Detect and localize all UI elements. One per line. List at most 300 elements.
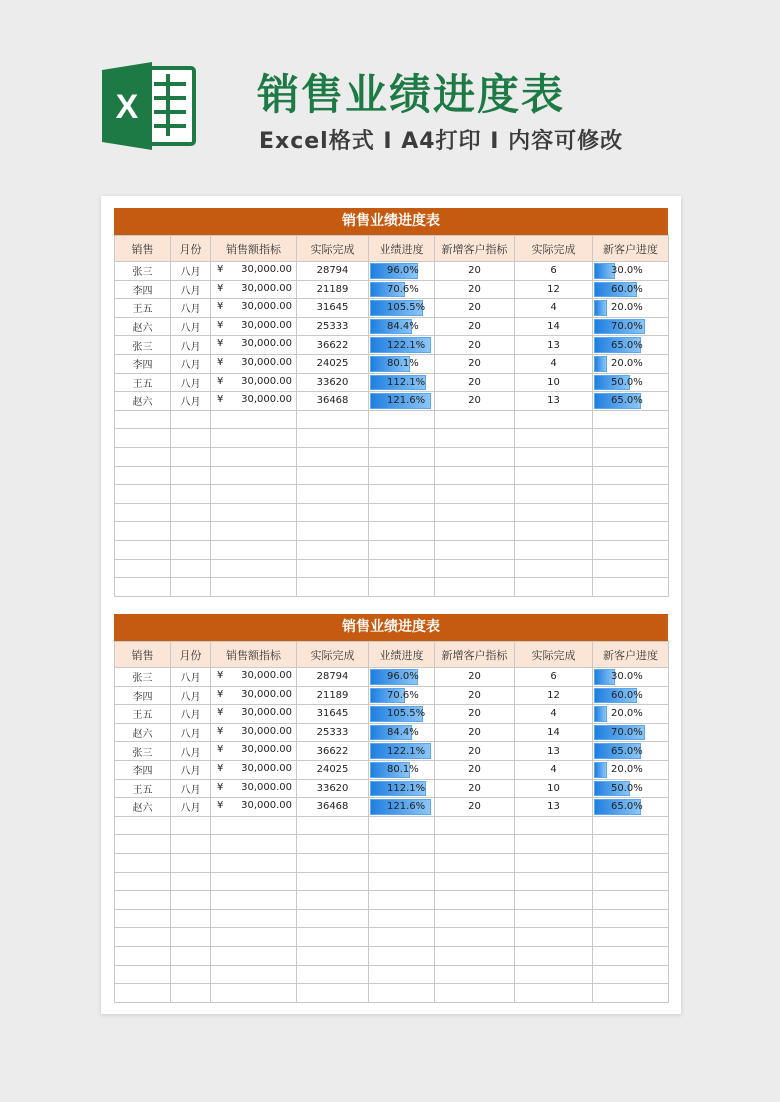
empty-cell [369,466,435,485]
cell-sales-progress [369,392,435,411]
empty-cell [171,522,211,541]
empty-cell [171,447,211,466]
cell-month: 八月 [171,798,211,817]
progress-label: 96.0% [387,265,419,277]
cell-sales-target [211,742,297,761]
column-header: 销售额指标 [211,642,297,668]
cell-month: 八月 [171,392,211,411]
empty-cell [211,447,297,466]
progress-label: 50.0% [611,782,643,794]
empty-cell [115,429,171,448]
empty-cell [115,872,171,891]
progress-label: 70.0% [611,321,643,333]
progress-label: 70.6% [387,689,419,701]
target-amount: 30,000.00 [241,356,292,368]
cell-new-client-target: 20 [435,299,515,318]
empty-cell [211,835,297,854]
cell-new-client-progress [593,354,669,373]
empty-cell [369,540,435,559]
cell-salesperson: 王五 [115,779,171,798]
empty-cell [297,503,369,522]
empty-cell [115,559,171,578]
logo-letter: X [115,88,139,126]
table-row [115,668,669,687]
cell-new-client-target: 20 [435,317,515,336]
table-row [115,686,669,705]
empty-cell [297,984,369,1003]
cell-sales-target [211,280,297,299]
cell-month: 八月 [171,280,211,299]
empty-cell [435,946,515,965]
empty-cell [593,410,669,429]
target-amount: 30,000.00 [241,670,292,681]
empty-cell [593,946,669,965]
cell-new-client-target: 20 [435,742,515,761]
empty-cell [369,872,435,891]
cell-month: 八月 [171,705,211,724]
empty-cell [171,466,211,485]
cell-actual-sales: 25333 [297,317,369,336]
empty-cell [593,429,669,448]
sales-table [114,641,669,1003]
empty-cell [515,909,593,928]
empty-cell [593,872,669,891]
empty-row [115,410,669,429]
empty-cell [297,946,369,965]
cell-new-client-progress [593,392,669,411]
progress-label: 60.0% [611,689,643,701]
target-amount: 30,000.00 [241,375,292,387]
empty-row [115,578,669,597]
currency-symbol: ¥ [217,707,224,719]
currency-symbol: ¥ [217,301,224,313]
currency-symbol: ¥ [217,670,224,681]
cell-sales-progress [369,317,435,336]
currency-symbol: ¥ [217,688,224,700]
cell-actual-sales: 31645 [297,705,369,724]
cell-sales-progress [369,798,435,817]
empty-cell [593,503,669,522]
cell-actual-sales: 25333 [297,723,369,742]
progress-label: 20.0% [611,764,643,776]
cell-sales-target [211,686,297,705]
currency-symbol: ¥ [217,762,224,774]
currency-symbol: ¥ [217,264,224,275]
empty-cell [515,928,593,947]
empty-cell [211,946,297,965]
excel-logo-icon [102,60,198,152]
empty-cell [297,891,369,910]
progress-label: 50.0% [611,376,643,388]
empty-cell [171,872,211,891]
cell-month: 八月 [171,686,211,705]
empty-cell [211,522,297,541]
empty-cell [171,578,211,597]
target-amount: 30,000.00 [241,338,292,350]
progress-label: 65.0% [611,395,643,407]
empty-cell [115,891,171,910]
cell-new-client-actual: 12 [515,280,593,299]
empty-cell [435,835,515,854]
empty-row [115,466,669,485]
cell-sales-progress [369,336,435,355]
empty-cell [515,522,593,541]
progress-label: 122.1% [387,745,426,757]
empty-cell [171,928,211,947]
empty-cell [171,429,211,448]
empty-cell [297,872,369,891]
table-row [115,262,669,281]
currency-symbol: ¥ [217,744,224,756]
cell-new-client-target: 20 [435,373,515,392]
cell-new-client-progress [593,723,669,742]
empty-row [115,928,669,947]
cell-sales-target [211,354,297,373]
currency-symbol: ¥ [217,725,224,737]
empty-cell [593,891,669,910]
empty-cell [171,984,211,1003]
empty-cell [593,984,669,1003]
cell-sales-progress [369,705,435,724]
currency-symbol: ¥ [217,338,224,350]
cell-new-client-actual: 14 [515,317,593,336]
cell-new-client-progress [593,373,669,392]
empty-cell [369,835,435,854]
empty-cell [593,909,669,928]
empty-cell [297,466,369,485]
column-header: 新客户进度 [593,642,669,668]
empty-cell [369,522,435,541]
empty-cell [297,909,369,928]
cell-sales-target [211,262,297,281]
empty-cell [211,853,297,872]
cell-salesperson: 王五 [115,373,171,392]
empty-cell [593,540,669,559]
cell-sales-target [211,336,297,355]
cell-new-client-actual: 13 [515,392,593,411]
cell-actual-sales: 24025 [297,354,369,373]
empty-cell [211,466,297,485]
column-header: 新客户进度 [593,236,669,262]
empty-cell [297,522,369,541]
empty-cell [593,965,669,984]
cell-sales-progress [369,686,435,705]
empty-row [115,540,669,559]
empty-cell [435,410,515,429]
cell-new-client-actual: 13 [515,798,593,817]
page-subtitle: Excel格式 I A4打印 I 内容可修改 [259,129,624,154]
empty-cell [435,891,515,910]
empty-cell [515,965,593,984]
empty-cell [515,559,593,578]
target-amount: 30,000.00 [241,394,292,406]
cell-month: 八月 [171,354,211,373]
currency-symbol: ¥ [217,781,224,793]
header-row [115,236,669,262]
progress-label: 121.6% [387,801,426,813]
cell-sales-progress [369,668,435,687]
empty-row [115,835,669,854]
empty-cell [297,928,369,947]
empty-row [115,522,669,541]
table-row [115,742,669,761]
progress-label: 70.6% [387,283,419,295]
column-header: 销售额指标 [211,236,297,262]
target-amount: 30,000.00 [241,264,292,275]
cell-salesperson: 李四 [115,280,171,299]
cell-new-client-target: 20 [435,392,515,411]
progress-label: 80.1% [387,358,419,370]
empty-cell [171,503,211,522]
currency-symbol: ¥ [217,800,224,812]
progress-label: 121.6% [387,395,426,407]
cell-sales-target [211,392,297,411]
empty-cell [593,853,669,872]
cell-new-client-actual: 4 [515,354,593,373]
cell-new-client-actual: 6 [515,668,593,687]
progress-label: 112.1% [387,782,426,794]
cell-new-client-target: 20 [435,354,515,373]
empty-cell [515,835,593,854]
empty-cell [369,816,435,835]
table-row [115,317,669,336]
empty-cell [593,466,669,485]
empty-cell [435,429,515,448]
cell-new-client-target: 20 [435,760,515,779]
empty-cell [115,410,171,429]
table-row [115,779,669,798]
progress-label: 30.0% [611,265,643,277]
empty-cell [115,984,171,1003]
empty-cell [297,540,369,559]
cell-sales-progress [369,262,435,281]
table-row [115,299,669,318]
empty-cell [211,578,297,597]
empty-cell [435,485,515,504]
page-title: 销售业绩进度表 [257,70,566,119]
cell-actual-sales: 36468 [297,798,369,817]
empty-row [115,429,669,448]
cell-new-client-actual: 4 [515,705,593,724]
table-row [115,354,669,373]
cell-new-client-actual: 14 [515,723,593,742]
empty-cell [435,578,515,597]
empty-row [115,984,669,1003]
empty-cell [211,928,297,947]
empty-cell [171,965,211,984]
empty-cell [515,891,593,910]
table-row [115,760,669,779]
empty-cell [115,540,171,559]
column-header: 实际完成 [297,642,369,668]
empty-cell [435,816,515,835]
table-row [115,705,669,724]
empty-cell [369,853,435,872]
empty-cell [211,891,297,910]
cell-actual-sales: 36468 [297,392,369,411]
empty-cell [369,928,435,947]
cell-actual-sales: 36622 [297,742,369,761]
empty-cell [369,485,435,504]
cell-new-client-target: 20 [435,705,515,724]
cell-new-client-progress [593,760,669,779]
empty-cell [515,578,593,597]
empty-cell [515,816,593,835]
empty-cell [211,559,297,578]
cell-month: 八月 [171,262,211,281]
empty-cell [593,447,669,466]
empty-cell [171,559,211,578]
sales-sheet-1 [114,208,668,597]
cell-month: 八月 [171,668,211,687]
empty-cell [369,909,435,928]
cell-month: 八月 [171,299,211,318]
cell-new-client-actual: 4 [515,299,593,318]
progress-label: 20.0% [611,708,643,720]
cell-salesperson: 李四 [115,686,171,705]
empty-row [115,853,669,872]
empty-cell [115,503,171,522]
cell-salesperson: 张三 [115,742,171,761]
cell-salesperson: 王五 [115,299,171,318]
empty-row [115,485,669,504]
empty-cell [211,965,297,984]
table-row [115,723,669,742]
cell-sales-target [211,723,297,742]
cell-month: 八月 [171,760,211,779]
column-header: 销售 [115,236,171,262]
empty-cell [435,466,515,485]
empty-cell [515,540,593,559]
cell-actual-sales: 28794 [297,668,369,687]
target-amount: 30,000.00 [241,762,292,774]
currency-symbol: ¥ [217,319,224,331]
cell-month: 八月 [171,723,211,742]
cell-actual-sales: 33620 [297,779,369,798]
sheet-title: 销售业绩进度表 [114,208,668,235]
cell-salesperson: 张三 [115,262,171,281]
empty-cell [515,984,593,1003]
empty-cell [435,984,515,1003]
target-amount: 30,000.00 [241,781,292,793]
header-row [115,642,669,668]
empty-cell [211,909,297,928]
cell-new-client-actual: 4 [515,760,593,779]
cell-sales-target [211,798,297,817]
empty-row [115,816,669,835]
empty-cell [515,853,593,872]
cell-salesperson: 王五 [115,705,171,724]
empty-cell [369,891,435,910]
empty-cell [435,872,515,891]
empty-cell [115,578,171,597]
cell-actual-sales: 33620 [297,373,369,392]
empty-cell [435,447,515,466]
cell-sales-target [211,705,297,724]
cell-new-client-target: 20 [435,336,515,355]
empty-cell [369,946,435,965]
empty-cell [115,835,171,854]
currency-symbol: ¥ [217,282,224,294]
empty-row [115,872,669,891]
empty-cell [115,946,171,965]
empty-cell [435,928,515,947]
empty-row [115,447,669,466]
cell-sales-target [211,317,297,336]
cell-salesperson: 赵六 [115,392,171,411]
progress-label: 65.0% [611,745,643,757]
currency-symbol: ¥ [217,375,224,387]
progress-label: 20.0% [611,302,643,314]
empty-cell [115,909,171,928]
empty-cell [593,835,669,854]
cell-new-client-progress [593,798,669,817]
empty-cell [115,965,171,984]
cell-sales-progress [369,354,435,373]
cell-actual-sales: 21189 [297,686,369,705]
cell-new-client-progress [593,742,669,761]
cell-new-client-progress [593,336,669,355]
empty-cell [211,429,297,448]
empty-cell [369,503,435,522]
cell-sales-target [211,760,297,779]
sheet-title: 销售业绩进度表 [114,614,668,641]
cell-sales-progress [369,760,435,779]
empty-cell [297,853,369,872]
empty-cell [435,503,515,522]
cell-sales-progress [369,280,435,299]
cell-new-client-target: 20 [435,280,515,299]
empty-cell [297,429,369,448]
empty-cell [115,853,171,872]
empty-cell [593,485,669,504]
empty-cell [369,578,435,597]
target-amount: 30,000.00 [241,282,292,294]
empty-cell [115,485,171,504]
empty-cell [171,946,211,965]
empty-cell [515,485,593,504]
cell-month: 八月 [171,742,211,761]
cell-actual-sales: 24025 [297,760,369,779]
cell-actual-sales: 21189 [297,280,369,299]
target-amount: 30,000.00 [241,725,292,737]
column-header: 实际完成 [297,236,369,262]
progress-label: 30.0% [611,671,643,683]
column-header: 实际完成 [515,642,593,668]
empty-cell [369,965,435,984]
cell-new-client-actual: 13 [515,336,593,355]
progress-label: 80.1% [387,764,419,776]
empty-cell [211,984,297,1003]
empty-cell [369,984,435,1003]
empty-row [115,965,669,984]
cell-salesperson: 张三 [115,336,171,355]
progress-label: 84.4% [387,321,419,333]
empty-cell [211,485,297,504]
cell-actual-sales: 28794 [297,262,369,281]
cell-sales-progress [369,723,435,742]
progress-label: 20.0% [611,358,643,370]
cell-month: 八月 [171,373,211,392]
cell-salesperson: 张三 [115,668,171,687]
empty-row [115,559,669,578]
empty-cell [515,429,593,448]
column-header: 月份 [171,236,211,262]
empty-cell [369,429,435,448]
empty-cell [435,853,515,872]
empty-cell [593,928,669,947]
empty-cell [211,872,297,891]
